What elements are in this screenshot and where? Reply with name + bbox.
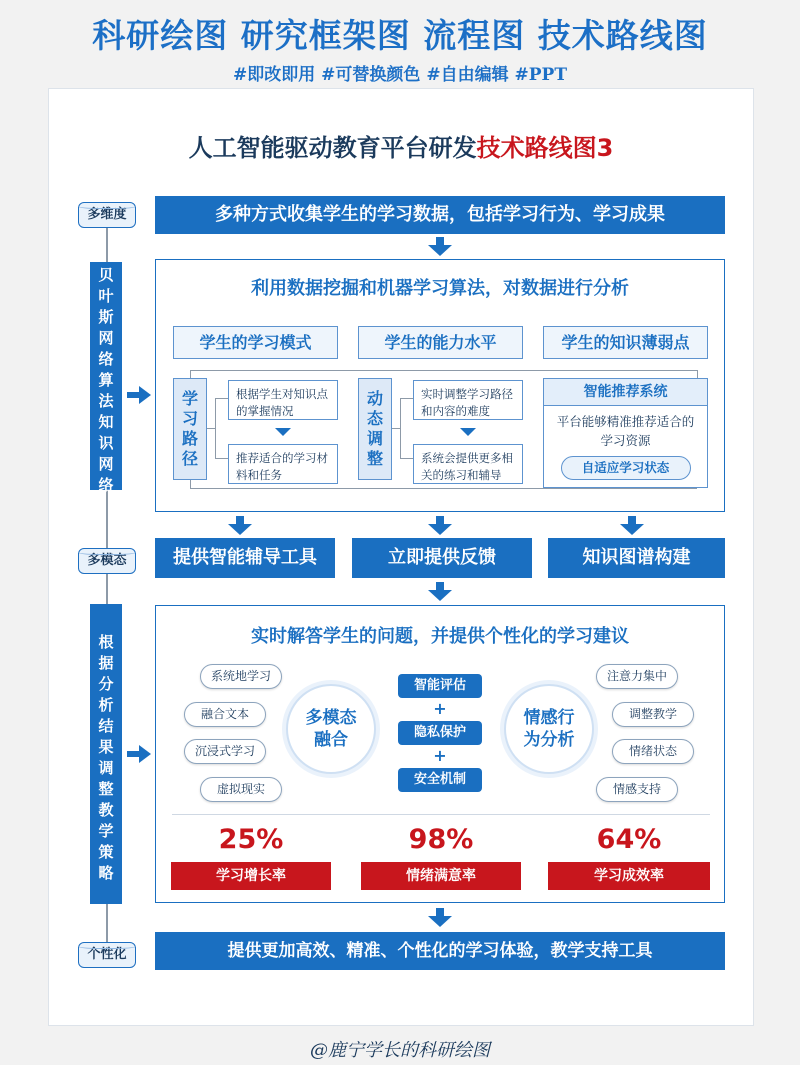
pill-multidimension: 多维度 — [78, 202, 136, 228]
left-bar-strategy: 根据分析结果调整教学策略 — [90, 604, 122, 904]
stat-value-satisfaction: 98% — [408, 824, 474, 855]
stat-label-satisfaction: 情绪满意率 — [361, 862, 521, 890]
left-bar-bayes: 贝叶斯网络算法知识网络 — [90, 262, 122, 490]
bracket-line — [215, 398, 228, 399]
title-red: 技术路线图3 — [476, 134, 614, 162]
bracket-line — [207, 428, 215, 429]
top-bar: 多种方式收集学生的学习数据，包括学习行为、学习成果 — [155, 196, 725, 234]
bracket-line — [400, 398, 401, 458]
right-arrow-icon — [139, 745, 151, 763]
down-triangle-icon — [275, 428, 291, 436]
header-weak-points: 学生的知识薄弱点 — [543, 326, 708, 359]
down-arrow-icon — [428, 516, 452, 534]
plus-icon: + — [433, 699, 447, 718]
title-black: 人工智能驱动教育平台研发 — [188, 134, 477, 162]
stat-label-growth: 学习增长率 — [171, 862, 331, 890]
pill-attention: 注意力集中 — [596, 664, 678, 689]
circle-emotion-analysis: 情感行为分析 — [504, 684, 594, 774]
pill-emotion-support: 情感支持 — [596, 777, 678, 802]
bar-knowledge-graph: 知识图谱构建 — [548, 538, 725, 578]
connector — [190, 480, 191, 488]
bracket-line — [215, 398, 216, 458]
item-mastery: 根据学生对知识点的掌握情况 — [228, 380, 338, 420]
pill-emotion-state: 情绪状态 — [612, 739, 694, 764]
rec-system-title: 智能推荐系统 — [544, 379, 707, 406]
down-triangle-icon — [460, 428, 476, 436]
rec-adaptive-pill: 自适应学习状态 — [561, 456, 691, 480]
pill-security: 安全机制 — [398, 768, 482, 792]
header-ability-level: 学生的能力水平 — [358, 326, 523, 359]
section2-title: 实时解答学生的问题，并提供个性化的学习建议 — [251, 626, 629, 647]
bottom-connector — [190, 488, 697, 489]
item-recommend-materials: 推荐适合的学习材料和任务 — [228, 444, 338, 484]
rec-system-body: 平台能够精准推荐适合的学习资源 — [556, 414, 695, 448]
plus-icon: + — [433, 746, 447, 765]
bracket-line — [215, 458, 228, 459]
down-arrow-icon — [228, 516, 252, 534]
divider — [172, 814, 710, 815]
right-arrow-icon — [139, 386, 151, 404]
bar-instant-feedback: 立即提供反馈 — [352, 538, 532, 578]
bottom-bar: 提供更加高效、精准、个性化的学习体验，教学支持工具 — [155, 932, 725, 970]
pill-privacy: 隐私保护 — [398, 721, 482, 745]
pill-fusion-text: 融合文本 — [184, 702, 266, 727]
down-arrow-icon — [620, 516, 644, 534]
header-learning-mode: 学生的学习模式 — [173, 326, 338, 359]
diagram-title — [48, 128, 754, 163]
section1-title: 利用数据挖掘和机器学习算法，对数据进行分析 — [251, 278, 629, 299]
pill-personalized: 个性化 — [78, 942, 136, 968]
pill-systematic: 系统地学习 — [200, 664, 282, 689]
vbox-learning-path: 学习路径 — [173, 378, 207, 480]
item-more-practice: 系统会提供更多相关的练习和辅导 — [413, 444, 523, 484]
bracket-line — [400, 398, 413, 399]
bar-tutoring-tools: 提供智能辅导工具 — [155, 538, 335, 578]
stat-label-effectiveness: 学习成效率 — [548, 862, 710, 890]
bracket-line — [400, 458, 413, 459]
rec-system-box — [543, 378, 708, 488]
connector — [697, 370, 698, 378]
pill-immersive: 沉浸式学习 — [184, 739, 266, 764]
pill-vr: 虚拟现实 — [200, 777, 282, 802]
down-arrow-icon — [428, 908, 452, 926]
footer-credit: @鹿宁学长的科研绘图 — [310, 1040, 490, 1061]
connector — [190, 370, 191, 378]
item-adjust-difficulty: 实时调整学习路径和内容的难度 — [413, 380, 523, 420]
stat-value-effectiveness: 64% — [596, 824, 662, 855]
vbox-dynamic-adjust: 动态调整 — [358, 378, 392, 480]
pill-smart-eval: 智能评估 — [398, 674, 482, 698]
circle-multimodal-fusion: 多模态融合 — [286, 684, 376, 774]
header-title: 科研绘图 研究框架图 流程图 技术路线图 — [92, 16, 708, 55]
pill-multimodal: 多模态 — [78, 548, 136, 574]
bracket-line — [392, 428, 400, 429]
header-tags: #即改即用 #可替换颜色 #自由编辑 #PPT — [233, 65, 567, 85]
down-arrow-icon — [428, 582, 452, 600]
down-arrow-icon — [428, 237, 452, 255]
top-connector — [190, 370, 697, 371]
stat-value-growth: 25% — [218, 824, 284, 855]
pill-adjust-teaching: 调整教学 — [612, 702, 694, 727]
